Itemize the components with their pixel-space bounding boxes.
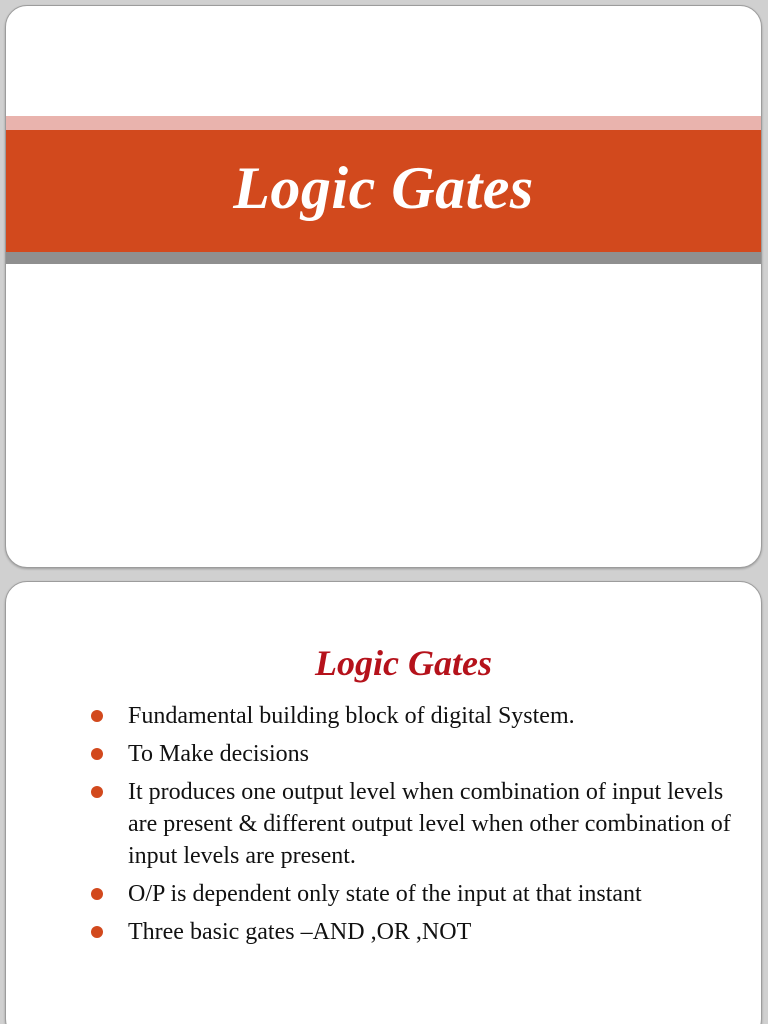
slide-title: Logic Gates [233, 154, 534, 221]
list-item [6, 700, 746, 732]
slide-heading: Logic Gates [315, 643, 492, 683]
list-item [6, 776, 746, 872]
bullet-text: It produces one output level when combination of input levels are present & different output level when other combination of input levels are present. [128, 779, 731, 869]
list-item [6, 878, 746, 910]
title-band-top-stripe [6, 116, 761, 130]
title-band [6, 130, 761, 252]
list-item [6, 738, 746, 770]
slide-2 [5, 581, 762, 1024]
bullet-icon [91, 786, 103, 798]
slide-1 [5, 5, 762, 568]
title-band-bottom-stripe [6, 252, 761, 264]
bullet-text: Fundamental building block of digital System. [128, 703, 575, 729]
bullet-icon [91, 888, 103, 900]
bullet-icon [91, 710, 103, 722]
bullet-icon [91, 926, 103, 938]
bullet-text: Three basic gates –AND ,OR ,NOT [128, 919, 472, 945]
bullet-list [6, 700, 746, 954]
bullet-text: O/P is dependent only state of the input at that instant [128, 881, 642, 907]
bullet-text: To Make decisions [128, 741, 309, 767]
bullet-icon [91, 748, 103, 760]
list-item [6, 916, 746, 948]
